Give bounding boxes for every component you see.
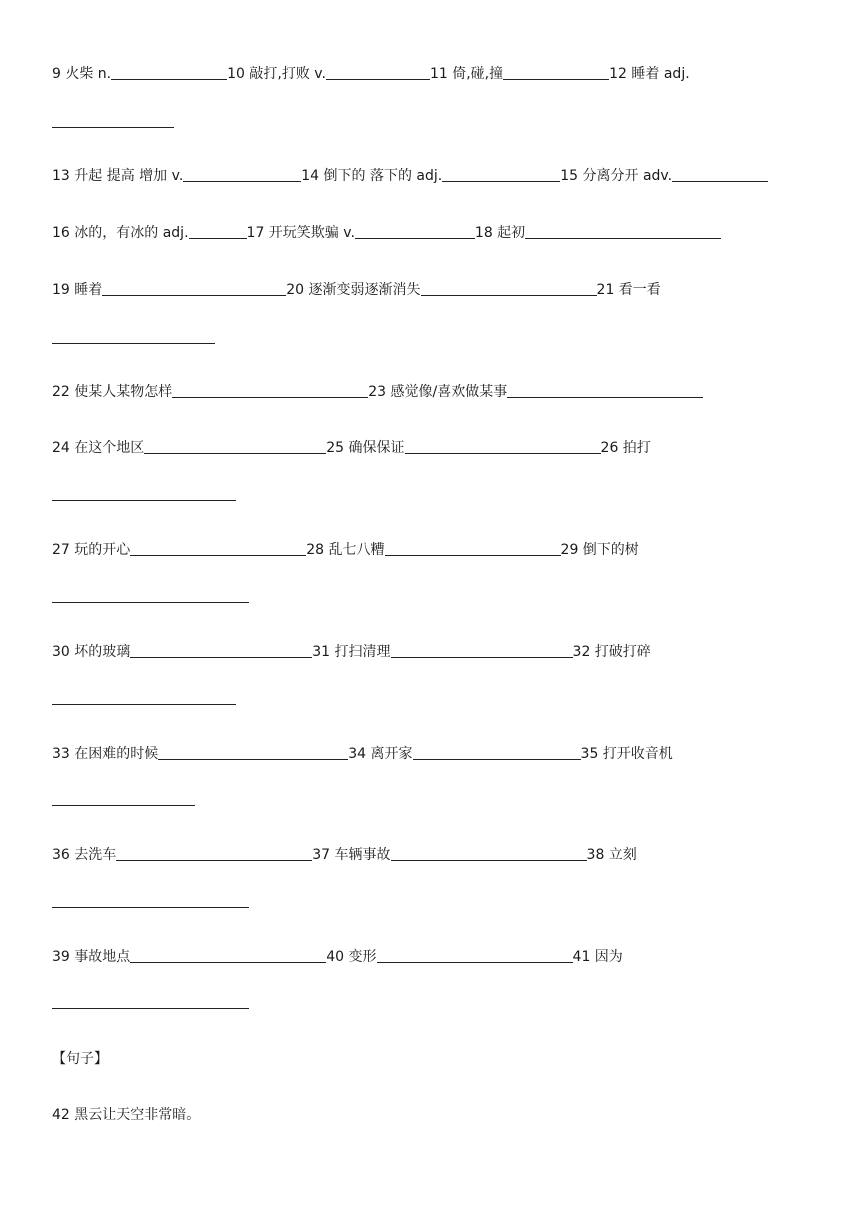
item-27-label: 27 玩的开心 [52, 542, 131, 558]
answer-blank-35[interactable] [52, 805, 195, 806]
answer-blank-15[interactable] [672, 180, 768, 182]
item-22-label: 22 使某人某物怎样 [52, 384, 173, 400]
item-41-label: 41 因为 [572, 949, 623, 965]
sentence-42: 42 黑云让天空非常暗。 [52, 1107, 201, 1123]
row-19-21 [52, 280, 661, 300]
answer-blank-9[interactable] [111, 78, 227, 80]
answer-blank-28[interactable] [385, 554, 561, 556]
item-28-label: 28 乱七八糟 [306, 542, 385, 558]
item-23-label: 23 感觉像/喜欢做某事 [368, 384, 508, 400]
row-36-38 [52, 845, 637, 865]
item-34-label: 34 离开家 [348, 746, 413, 762]
answer-blank-37[interactable] [391, 859, 587, 861]
answer-blank-40[interactable] [377, 961, 573, 963]
row-30-32 [52, 642, 651, 662]
answer-blank-39[interactable] [130, 961, 326, 963]
item-25-label: 25 确保保证 [326, 440, 405, 456]
answer-blank-22[interactable] [172, 396, 368, 398]
item-10-label: 10 敲打,打败 v. [227, 66, 326, 82]
item-32-label: 32 打破打碎 [572, 644, 651, 660]
item-14-label: 14 倒下的 落下的 adj. [301, 168, 443, 184]
item-12-label: 12 睡着 adj. [609, 66, 690, 82]
item-29-label: 29 倒下的树 [560, 542, 639, 558]
answer-blank-41[interactable] [52, 1008, 249, 1009]
item-18-label: 18 起初 [474, 225, 526, 241]
answer-blank-32[interactable] [52, 704, 236, 705]
item-31-label: 31 打扫清理 [312, 644, 391, 660]
item-15-label: 15 分离分开 adv. [560, 168, 673, 184]
answer-blank-21[interactable] [52, 343, 215, 344]
item-35-label: 35 打开收音机 [580, 746, 673, 762]
answer-blank-10[interactable] [326, 78, 430, 80]
item-39-label: 39 事故地点 [52, 949, 131, 965]
answer-blank-36[interactable] [116, 859, 312, 861]
item-21-label: 21 看一看 [596, 282, 661, 298]
row-33-35 [52, 744, 673, 764]
answer-blank-13[interactable] [183, 180, 301, 182]
item-11-label: 11 倚,碰,撞 [429, 66, 504, 82]
answer-blank-27[interactable] [130, 554, 306, 556]
item-33-label: 33 在困难的时候 [52, 746, 159, 762]
item-24-label: 24 在这个地区 [52, 440, 145, 456]
item-36-label: 36 去洗车 [52, 847, 117, 863]
answer-blank-33[interactable] [158, 758, 348, 760]
answer-blank-19[interactable] [102, 294, 286, 296]
answer-blank-12[interactable] [52, 127, 174, 128]
item-13-label: 13 升起 提高 增加 v. [52, 168, 184, 184]
row-22-23 [52, 382, 703, 402]
answer-blank-11[interactable] [503, 78, 609, 80]
answer-blank-30[interactable] [130, 656, 312, 658]
item-17-label: 17 开玩笑欺骗 v. [246, 225, 355, 241]
item-19-label: 19 睡着 [52, 282, 103, 298]
item-26-label: 26 拍打 [600, 440, 651, 456]
item-16-label: 16 冰的，有冰的 adj. [52, 225, 189, 241]
answer-blank-24[interactable] [144, 452, 326, 454]
answer-blank-14[interactable] [442, 180, 560, 182]
row-13-15 [52, 166, 768, 186]
answer-blank-34[interactable] [413, 758, 581, 760]
row-39-41 [52, 947, 623, 967]
item-9-label: 9 火柴 n. [52, 66, 112, 82]
row-27-29 [52, 540, 639, 560]
item-20-label: 20 逐渐变弱逐渐消失 [286, 282, 421, 298]
row-24-26 [52, 438, 651, 458]
answer-blank-20[interactable] [421, 294, 597, 296]
row-9-12 [52, 64, 690, 84]
item-38-label: 38 立刻 [586, 847, 637, 863]
answer-blank-26[interactable] [52, 500, 236, 501]
section-heading-sentences: 【句子】 [52, 1051, 108, 1067]
answer-blank-16[interactable] [189, 237, 247, 239]
answer-blank-17[interactable] [355, 237, 475, 239]
item-30-label: 30 坏的玻璃 [52, 644, 131, 660]
answer-blank-38[interactable] [52, 907, 249, 908]
answer-blank-23[interactable] [507, 396, 703, 398]
answer-blank-31[interactable] [391, 656, 573, 658]
item-37-label: 37 车辆事故 [312, 847, 391, 863]
answer-blank-25[interactable] [405, 452, 601, 454]
item-40-label: 40 变形 [326, 949, 377, 965]
answer-blank-18[interactable] [525, 237, 721, 239]
answer-blank-29[interactable] [52, 602, 249, 603]
row-16-18 [52, 223, 721, 243]
